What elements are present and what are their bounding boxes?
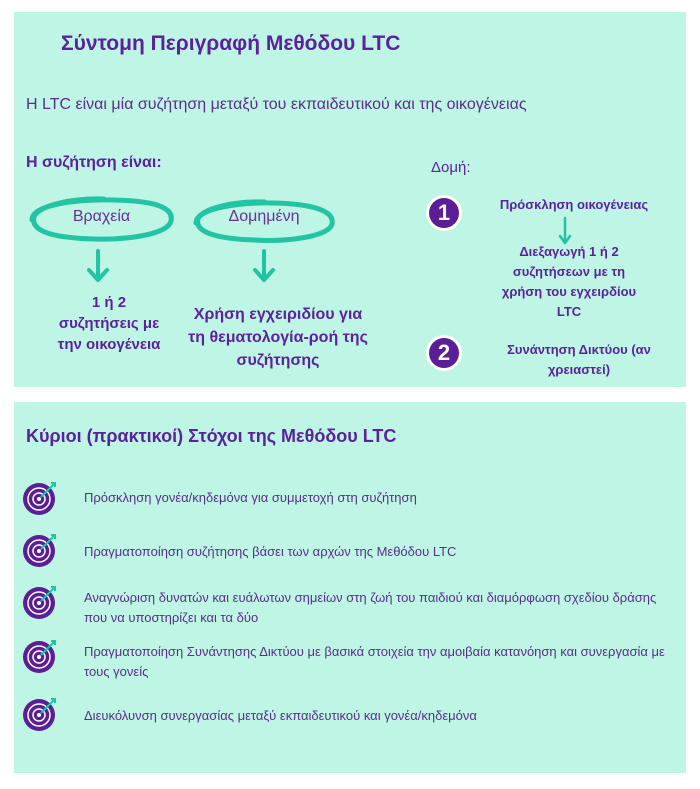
step-2-number: 2 bbox=[437, 340, 451, 365]
target-icon bbox=[22, 696, 60, 732]
goal-text: Αναγνώριση δυνατών και ευάλωτων σημείων στη ζωή του παιδιού και διαμόρφωση σχεδίου δράσης που να υποστηρίζει και τα δύο bbox=[84, 590, 657, 625]
goal-text: Διευκόλυνση συνεργασίας μεταξύ εκπαιδευτικού και γονέα/κηδεμόνα bbox=[84, 708, 477, 723]
structured-label: Δομημένη bbox=[228, 208, 300, 225]
description-panel bbox=[14, 12, 686, 387]
structured-description: Χρήση εγχειριδίου για τη θεματολογία-ροή της συζήτησης bbox=[188, 306, 368, 369]
brief-label: Βραχεία bbox=[72, 208, 131, 225]
target-icon bbox=[22, 532, 60, 568]
intro-text: Η LTC είναι μία συζήτηση μεταξύ του εκπαιδευτικού και της οικογένειας bbox=[26, 96, 527, 113]
goals-title: Κύριοι (πρακτικοί) Στόχοι της Μεθόδου LTC bbox=[26, 426, 397, 446]
goal-text: Πρόσκληση γονέα/κηδεμόνα για συμμετοχή στη συζήτηση bbox=[84, 490, 417, 505]
step-1-number: 1 bbox=[437, 200, 451, 225]
goal-text: Πραγματοποίηση Συνάντησης Δικτύου με βασικά στοιχεία την αμοιβαία κατανόηση και συνεργασία με τους γονείς bbox=[84, 644, 665, 679]
step-1-title: Πρόσκληση οικογένειας bbox=[499, 197, 649, 212]
discussion-heading: Η συζήτηση είναι: bbox=[26, 154, 162, 171]
structure-heading: Δομή: bbox=[431, 159, 471, 176]
target-icon bbox=[22, 480, 60, 516]
step-1-badge bbox=[425, 194, 463, 232]
step-1-detail: Διεξαγωγή 1 ή 2 συζητήσεων με τη χρήση του εγχειρδίου LTC bbox=[501, 244, 637, 319]
target-icon bbox=[22, 584, 60, 620]
target-icon bbox=[22, 638, 60, 674]
goal-text: Πραγματοποίηση συζήτησης βάσει των αρχών της Μεθόδου LTC bbox=[84, 544, 457, 559]
arrow-down-icon bbox=[86, 249, 110, 285]
step-2-title: Συνάντηση Δικτύου (αν χρειαστεί) bbox=[507, 342, 651, 377]
description-title: Σύντομη Περιγραφή Μεθόδου LTC bbox=[61, 32, 401, 55]
brief-description: 1 ή 2 συζητήσεις με την οικογένεια bbox=[57, 294, 161, 353]
goals-panel bbox=[14, 402, 686, 773]
step-2-badge bbox=[425, 334, 463, 372]
arrow-down-icon bbox=[252, 249, 276, 285]
